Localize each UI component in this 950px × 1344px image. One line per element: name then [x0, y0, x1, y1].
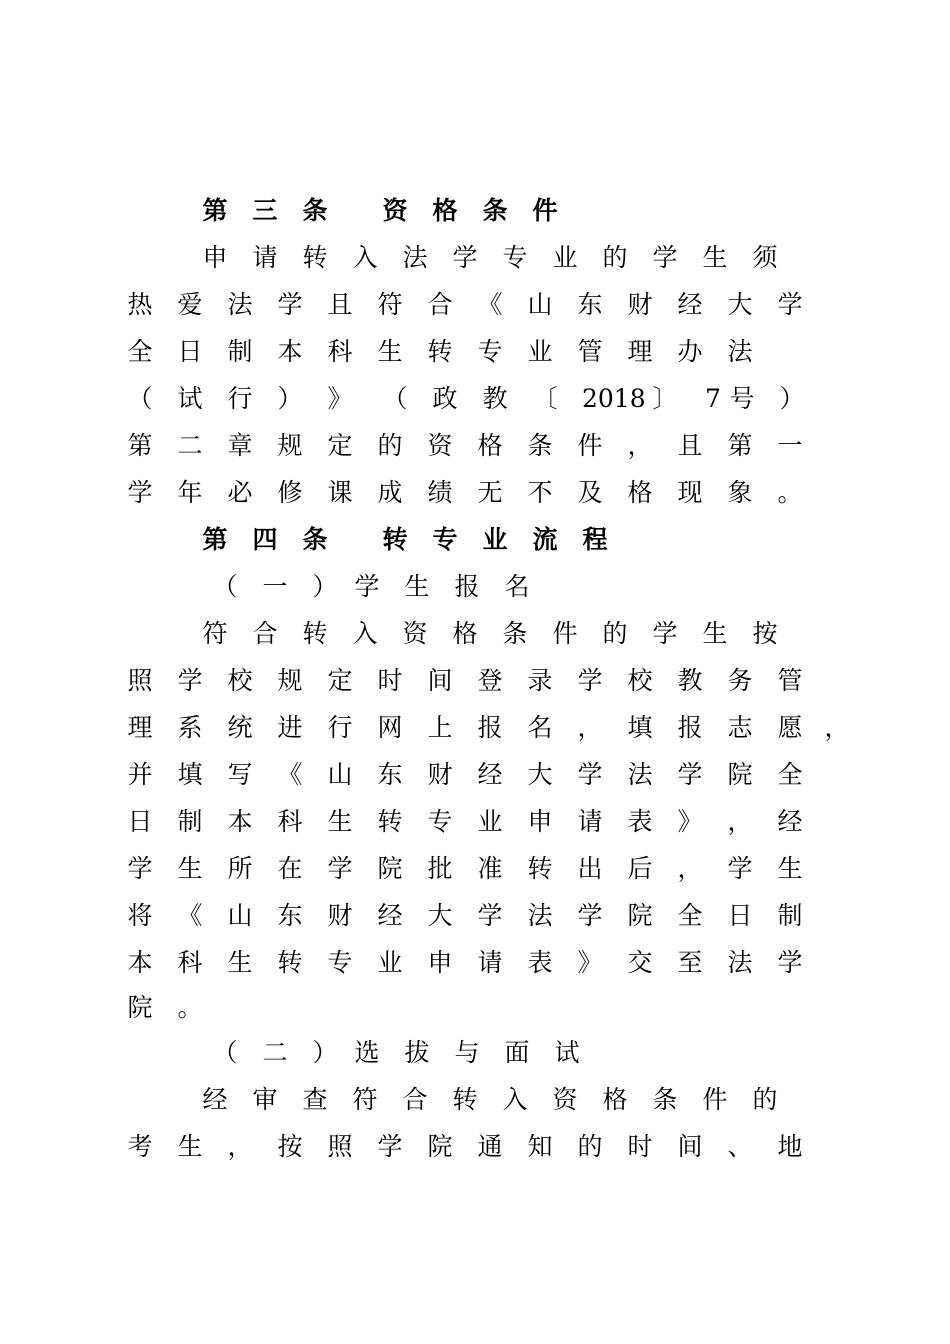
- article-4-heading: [0, 517, 950, 563]
- char: 网: [377, 713, 403, 742]
- char: 学: [177, 666, 203, 695]
- char: 规: [277, 666, 303, 695]
- char: 登: [477, 666, 503, 695]
- char: 院: [127, 993, 153, 1022]
- char: 。: [777, 478, 803, 507]
- paragraph-line: [0, 846, 950, 892]
- char: 格: [432, 196, 458, 225]
- char: 流: [532, 525, 558, 554]
- char: 转: [427, 337, 453, 366]
- char: 管: [577, 337, 603, 366]
- char: 表: [627, 807, 653, 836]
- char: 财: [627, 290, 653, 319]
- char: 业: [477, 807, 503, 836]
- char: 不: [527, 478, 553, 507]
- char: 。: [177, 993, 203, 1022]
- char: 本: [227, 807, 253, 836]
- char: 第: [727, 431, 753, 460]
- char: 系: [177, 713, 203, 742]
- char: 日: [127, 807, 153, 836]
- char: 〕: [652, 384, 678, 413]
- char: 大: [427, 901, 453, 930]
- char: 院: [727, 760, 753, 789]
- char: 格: [627, 478, 653, 507]
- char: ，: [227, 1132, 253, 1161]
- paragraph-line: [0, 940, 950, 986]
- char: 转: [377, 807, 403, 836]
- char: 院: [427, 1132, 453, 1161]
- char: ，: [677, 854, 703, 883]
- char: 东: [377, 760, 403, 789]
- paragraph-line: [0, 376, 950, 422]
- char: 条: [302, 196, 328, 225]
- char: 学: [577, 666, 603, 695]
- char: 入: [352, 243, 378, 272]
- char: ，: [627, 431, 653, 460]
- char: 转: [277, 948, 303, 977]
- char: 通: [477, 1132, 503, 1161]
- article-3-heading: [0, 188, 950, 234]
- char: 程: [582, 525, 608, 554]
- char: 成: [377, 478, 403, 507]
- char: 面: [504, 1038, 530, 1067]
- char: 试: [177, 384, 203, 413]
- char: 的: [602, 619, 628, 648]
- char: 的: [602, 243, 628, 272]
- paragraph-line: [0, 470, 950, 516]
- paragraph-line: [0, 423, 950, 469]
- char: 转: [302, 243, 328, 272]
- paragraph-line: [0, 752, 950, 798]
- paragraph-line: [0, 985, 950, 1031]
- char: 教: [482, 384, 508, 413]
- paragraph-line: [0, 329, 950, 375]
- char: 考: [127, 1132, 153, 1161]
- char: 批: [427, 854, 453, 883]
- char: 理: [627, 337, 653, 366]
- char: 法: [627, 760, 653, 789]
- char: 象: [727, 478, 753, 507]
- char: 名: [527, 713, 553, 742]
- char: 《: [277, 760, 303, 789]
- char: 学: [327, 854, 353, 883]
- char: 经: [477, 760, 503, 789]
- char: 请: [477, 948, 503, 977]
- char: 知: [527, 1132, 553, 1161]
- char: ）: [312, 1038, 338, 1067]
- char: 请: [252, 243, 278, 272]
- paragraph-line: [0, 611, 950, 657]
- char: 学: [127, 478, 153, 507]
- char: 准: [477, 854, 503, 883]
- char: 格: [602, 1085, 628, 1114]
- char: 一: [262, 572, 288, 601]
- char: 学: [577, 760, 603, 789]
- char: 将: [127, 901, 153, 930]
- char: 生: [777, 854, 803, 883]
- paragraph-line: [0, 1077, 950, 1123]
- char: 转: [302, 619, 328, 648]
- char: 第: [202, 525, 228, 554]
- char: 法: [727, 337, 753, 366]
- char: 学: [377, 1132, 403, 1161]
- char: ）: [312, 572, 338, 601]
- char: 合: [252, 619, 278, 648]
- char: 入: [502, 1085, 528, 1114]
- char: 法: [227, 290, 253, 319]
- char: 财: [427, 760, 453, 789]
- char: 转: [452, 1085, 478, 1114]
- char: 》: [677, 807, 703, 836]
- char: 愿: [777, 713, 803, 742]
- char: 学: [652, 619, 678, 648]
- char: 照: [327, 1132, 353, 1161]
- char: 管: [777, 666, 803, 695]
- char: 山: [527, 290, 553, 319]
- char: 上: [427, 713, 453, 742]
- char: 后: [627, 854, 653, 883]
- char: 经: [377, 901, 403, 930]
- char: 的: [752, 1085, 778, 1114]
- subsection-heading: [0, 564, 950, 610]
- char: （: [382, 384, 408, 413]
- char: 学: [652, 243, 678, 272]
- char: 二: [177, 431, 203, 460]
- char: 绩: [427, 478, 453, 507]
- char: 学: [277, 290, 303, 319]
- char: 学: [777, 290, 803, 319]
- char: 件: [552, 619, 578, 648]
- char: 爱: [177, 290, 203, 319]
- char: 课: [327, 478, 353, 507]
- char: 东: [277, 901, 303, 930]
- paragraph-line: [0, 799, 950, 845]
- char: 业: [552, 243, 578, 272]
- char: 符: [352, 1085, 378, 1114]
- char: 业: [527, 337, 553, 366]
- char: 生: [377, 337, 403, 366]
- char: 无: [477, 478, 503, 507]
- char: 申: [427, 948, 453, 977]
- char: 资: [552, 1085, 578, 1114]
- char: 的: [577, 1132, 603, 1161]
- char: 生: [177, 1132, 203, 1161]
- char: 间: [427, 666, 453, 695]
- char: 资: [402, 619, 428, 648]
- char: 资: [382, 196, 408, 225]
- char: 且: [677, 431, 703, 460]
- char: 专: [432, 525, 458, 554]
- paragraph-line: [0, 1124, 950, 1170]
- char: 生: [702, 619, 728, 648]
- char: 查: [302, 1085, 328, 1114]
- char: 科: [177, 948, 203, 977]
- char: 出: [577, 854, 603, 883]
- char: 格: [452, 619, 478, 648]
- char: 的: [377, 431, 403, 460]
- char: 所: [227, 854, 253, 883]
- char: 山: [227, 901, 253, 930]
- char: 交: [627, 948, 653, 977]
- char: 院: [377, 854, 403, 883]
- char: 《: [477, 290, 503, 319]
- char: 表: [527, 948, 553, 977]
- char: 按: [752, 619, 778, 648]
- char: （: [212, 1038, 238, 1067]
- char: 填: [627, 713, 653, 742]
- char: 拔: [404, 1038, 430, 1067]
- char: 件: [532, 196, 558, 225]
- char: 制: [177, 807, 203, 836]
- char: 定: [327, 666, 353, 695]
- char: 全: [777, 760, 803, 789]
- char: 大: [527, 760, 553, 789]
- char: 办: [677, 337, 703, 366]
- char: 号: [729, 384, 755, 413]
- char: 财: [327, 901, 353, 930]
- char: 条: [302, 525, 328, 554]
- char: 请: [577, 807, 603, 836]
- char: 全: [677, 901, 703, 930]
- char: 名: [504, 572, 530, 601]
- char: 生: [702, 243, 728, 272]
- char: 业: [482, 525, 508, 554]
- char: 现: [677, 478, 703, 507]
- char: 2018: [582, 384, 646, 413]
- paragraph-line: [0, 282, 950, 328]
- char: 申: [527, 807, 553, 836]
- char: 专: [502, 243, 528, 272]
- char: （: [127, 384, 153, 413]
- char: 一: [777, 431, 803, 460]
- char: 、: [727, 1132, 753, 1161]
- char: ，: [727, 807, 753, 836]
- char: 条: [482, 196, 508, 225]
- char: 制: [777, 901, 803, 930]
- char: （: [212, 572, 238, 601]
- char: 必: [227, 478, 253, 507]
- char: 科: [327, 337, 353, 366]
- char: 务: [727, 666, 753, 695]
- char: 东: [577, 290, 603, 319]
- char: 合: [402, 1085, 428, 1114]
- char: 规: [277, 431, 303, 460]
- paragraph-line: [0, 235, 950, 281]
- char: 并: [127, 760, 153, 789]
- char: 生: [404, 572, 430, 601]
- char: 试: [554, 1038, 580, 1067]
- char: 符: [377, 290, 403, 319]
- char: 法: [527, 901, 553, 930]
- char: 申: [202, 243, 228, 272]
- char: ）: [277, 384, 303, 413]
- char: 报: [677, 713, 703, 742]
- char: 资: [427, 431, 453, 460]
- char: 》: [327, 384, 353, 413]
- char: 大: [727, 290, 753, 319]
- char: 照: [127, 666, 153, 695]
- char: 定: [327, 431, 353, 460]
- char: 生: [327, 807, 353, 836]
- char: 学: [477, 901, 503, 930]
- char: 修: [277, 478, 303, 507]
- char: 〔: [532, 384, 558, 413]
- char: 学: [777, 948, 803, 977]
- char: 业: [377, 948, 403, 977]
- char: 校: [627, 666, 653, 695]
- char: 本: [277, 337, 303, 366]
- char: 本: [127, 948, 153, 977]
- char: 审: [252, 1085, 278, 1114]
- char: 报: [477, 713, 503, 742]
- char: 生: [227, 948, 253, 977]
- char: 选: [354, 1038, 380, 1067]
- char: 《: [177, 901, 203, 930]
- char: 转: [382, 525, 408, 554]
- char: 经: [677, 290, 703, 319]
- char: 7: [705, 384, 721, 413]
- char: 校: [227, 666, 253, 695]
- char: 在: [277, 854, 303, 883]
- char: 经: [777, 807, 803, 836]
- char: 写: [227, 760, 253, 789]
- char: 符: [202, 619, 228, 648]
- char: 条: [502, 619, 528, 648]
- char: 第: [202, 196, 228, 225]
- char: 热: [127, 290, 153, 319]
- char: 全: [127, 337, 153, 366]
- char: 理: [127, 713, 153, 742]
- char: 经: [202, 1085, 228, 1114]
- char: 统: [227, 713, 253, 742]
- paragraph-line: [0, 893, 950, 939]
- char: 学: [452, 243, 478, 272]
- char: 》: [577, 948, 603, 977]
- char: 四: [252, 525, 278, 554]
- char: 专: [477, 337, 503, 366]
- char: 学: [727, 854, 753, 883]
- char: 至: [677, 948, 703, 977]
- char: 行: [327, 713, 353, 742]
- char: 条: [527, 431, 553, 460]
- char: 学: [127, 854, 153, 883]
- char: 第: [127, 431, 153, 460]
- char: 件: [702, 1085, 728, 1114]
- char: 志: [727, 713, 753, 742]
- char: 转: [527, 854, 553, 883]
- char: 法: [402, 243, 428, 272]
- char: 教: [677, 666, 703, 695]
- char: 时: [627, 1132, 653, 1161]
- char: 填: [177, 760, 203, 789]
- char: 按: [277, 1132, 303, 1161]
- char: 日: [727, 901, 753, 930]
- char: 格: [477, 431, 503, 460]
- char: ）: [779, 384, 805, 413]
- char: 学: [677, 760, 703, 789]
- char: 进: [277, 713, 303, 742]
- char: 与: [454, 1038, 480, 1067]
- char: 专: [427, 807, 453, 836]
- paragraph-line: [0, 705, 950, 751]
- char: 时: [377, 666, 403, 695]
- char: 章: [227, 431, 253, 460]
- char: 科: [277, 807, 303, 836]
- char: 日: [177, 337, 203, 366]
- char: 生: [177, 854, 203, 883]
- char: 三: [252, 196, 278, 225]
- char: 录: [527, 666, 553, 695]
- char: 院: [627, 901, 653, 930]
- char: 地: [777, 1132, 803, 1161]
- paragraph-line: [0, 658, 950, 704]
- char: 合: [427, 290, 453, 319]
- char: 政: [432, 384, 458, 413]
- char: 间: [677, 1132, 703, 1161]
- char: 件: [577, 431, 603, 460]
- char: ，: [824, 713, 850, 742]
- char: 行: [227, 384, 253, 413]
- char: 学: [577, 901, 603, 930]
- char: 且: [327, 290, 353, 319]
- char: 专: [327, 948, 353, 977]
- char: 条: [652, 1085, 678, 1114]
- char: 年: [177, 478, 203, 507]
- char: 学: [354, 572, 380, 601]
- char: 制: [227, 337, 253, 366]
- subsection-heading: [0, 1030, 950, 1076]
- char: 二: [262, 1038, 288, 1067]
- char: 法: [727, 948, 753, 977]
- char: 山: [327, 760, 353, 789]
- char: 须: [752, 243, 778, 272]
- char: 入: [352, 619, 378, 648]
- char: ，: [577, 713, 603, 742]
- char: 报: [454, 572, 480, 601]
- char: 及: [577, 478, 603, 507]
